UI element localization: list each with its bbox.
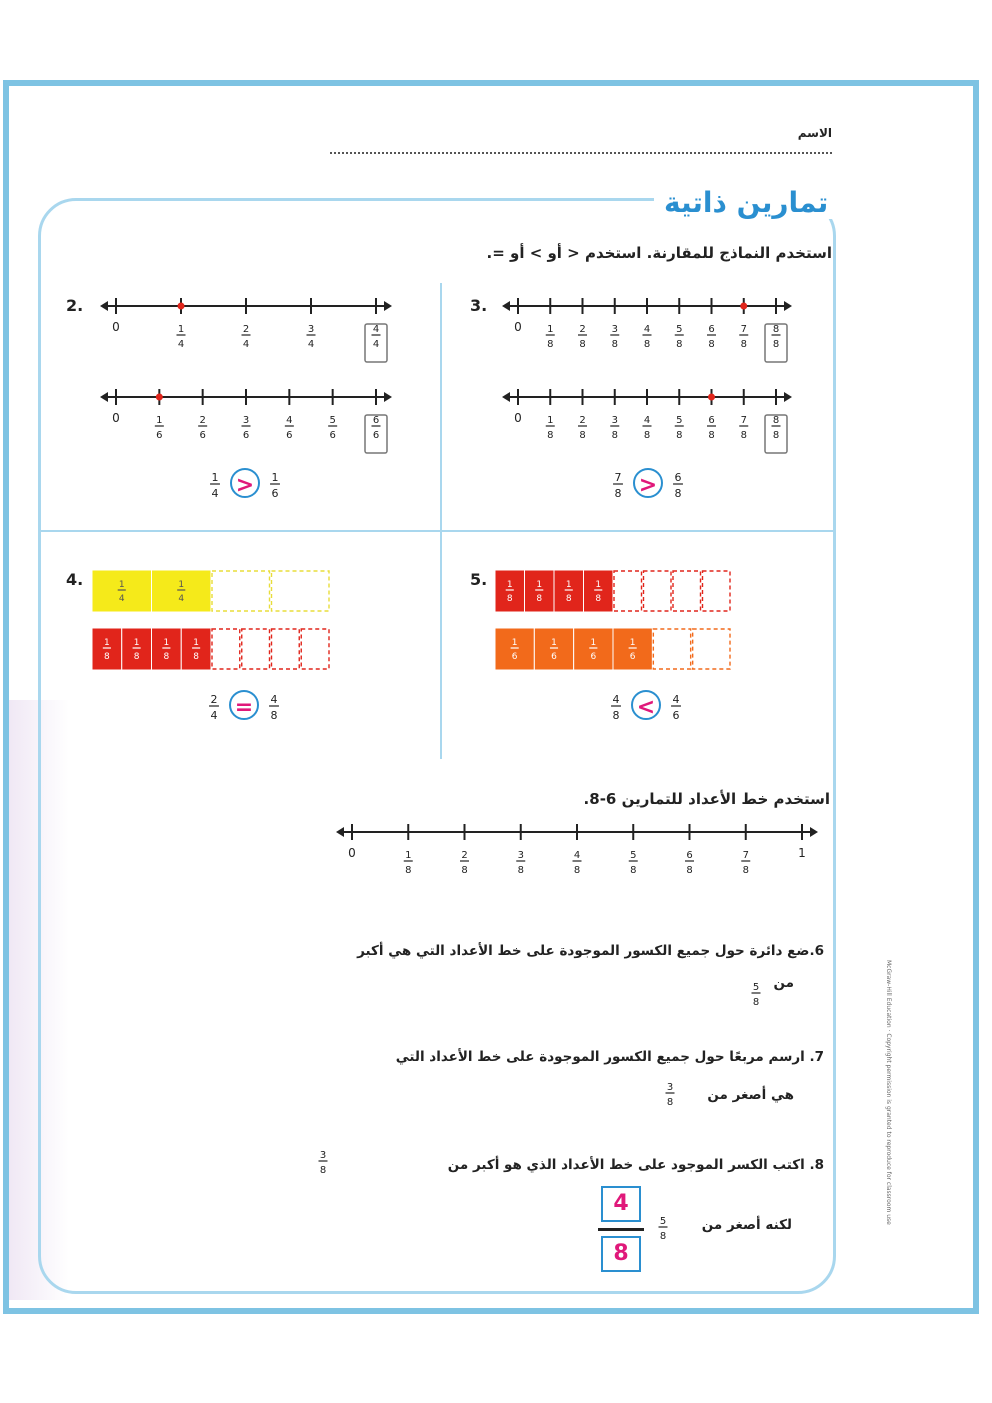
main-line-label-4-den: 8 [573, 865, 581, 876]
p4-bar-fourths-cell-0 [92, 570, 152, 612]
p2-line-fourths-label-3-num: 3 [307, 324, 315, 335]
p2-line-sixths-label-1-num: 1 [156, 415, 163, 426]
p2-line-fourths-label-1-num: 1 [177, 324, 185, 335]
p4-compare-right-den: 8 [270, 709, 278, 722]
question-6 [224, 940, 824, 962]
p4-bar-eighths-cell-3 [181, 628, 211, 670]
p4-bar-fourths-cell-label-0-den: 4 [118, 594, 125, 604]
p3-line-b-label-1-den: 8 [547, 430, 554, 441]
p5-bar-sixths-cell-label-2-num: 1 [590, 638, 597, 648]
problem-5-number: 5. [470, 570, 488, 589]
p5-bar-sixths-cell-4 [653, 629, 690, 669]
q6-frac-den: 8 [752, 997, 760, 1008]
q7-frac-den: 8 [666, 1097, 674, 1108]
problem-3-number: 3. [470, 296, 488, 315]
p3-line-a-label-4-num: 4 [643, 324, 651, 335]
p5-bar-eighths-cell-1 [525, 570, 555, 612]
p3-line-b-label-5-den: 8 [676, 430, 683, 441]
p3-line-b-label-2-num: 2 [579, 415, 586, 426]
p5-bar-sixths-cell-3 [613, 628, 652, 670]
p3-line-a-label-2-den: 8 [579, 339, 586, 350]
p2-line-fourths-label-1-den: 4 [177, 339, 185, 350]
question-6-number: 6. [809, 943, 824, 959]
p2-line-fourths-label-2-den: 4 [242, 339, 250, 350]
main-line-label-0: 0 [348, 846, 356, 860]
p3-line-b-label-4-num: 4 [643, 415, 651, 426]
p5-bar-sixths-cell-label-0-num: 1 [511, 638, 518, 648]
p3-line-a-label-3-den: 8 [611, 339, 618, 350]
p2-line-fourths-label-0: 0 [112, 320, 120, 334]
p2-line-sixths-label-2-den: 6 [199, 430, 206, 441]
p3-line-b-label-6-den: 8 [708, 430, 715, 441]
p5-compare-left-num: 4 [612, 693, 620, 706]
main-line-label-6-num: 6 [686, 850, 693, 861]
p4-compare-left-num: 2 [210, 693, 218, 706]
answer-fraction-bar [598, 1228, 644, 1231]
question-7 [264, 1046, 824, 1068]
p2-line-fourths-label-4-num: 4 [372, 324, 380, 335]
p4-bar-eighths-cell-6 [272, 629, 300, 669]
p5-bar-sixths-cell-1 [534, 628, 573, 670]
q7-frac-num: 3 [666, 1082, 674, 1093]
p3-line-a-label-6-num: 6 [708, 324, 715, 335]
question-8-number: 8. [809, 1157, 824, 1173]
p4-bar-eighths-cell-0 [92, 628, 122, 670]
p5-bar-sixths-cell-0 [495, 628, 534, 670]
p3-line-b-arrow-left [502, 392, 510, 402]
p5-bar-eighths-cell-7 [703, 571, 731, 611]
p2-line-sixths-label-1-den: 6 [156, 430, 163, 441]
page-title: تمارين ذاتية [664, 186, 829, 219]
p2-line-sixths-label-2-num: 2 [199, 415, 206, 426]
p4-bar-eighths-cell-label-1-num: 1 [133, 638, 140, 648]
question-7-text: ارسم مربعًا حول جميع الكسور الموجودة على خط الأعداد التي [395, 1049, 805, 1065]
p4-bar-eighths-cell-1 [122, 628, 152, 670]
p2-line-sixths-label-5-num: 5 [329, 415, 336, 426]
p3-line-b-label-3-den: 8 [611, 430, 618, 441]
p3-line-b-label-0: 0 [514, 411, 522, 425]
p5-bar-eighths-cell-label-0-num: 1 [506, 580, 513, 590]
p5-compare-left-den: 8 [612, 709, 620, 722]
p2-line-fourths-label-4-den: 4 [372, 339, 380, 350]
main-line-arrow-left [336, 827, 344, 837]
p5-bar-eighths-cell-label-3-num: 1 [595, 580, 602, 590]
p3-line-b-point [708, 394, 715, 401]
p3-line-b-label-2-den: 8 [579, 430, 586, 441]
p2-line-sixths-label-6-num: 6 [372, 415, 380, 426]
p5-compare-right-den: 6 [672, 709, 680, 722]
p3-line-b-label-8-den: 8 [772, 430, 780, 441]
main-line-label-3-num: 3 [517, 850, 524, 861]
p5-bar-eighths-cell-4 [614, 571, 642, 611]
p5-bar-eighths-cell-label-0-den: 8 [506, 594, 513, 604]
p3-line-a-point [740, 303, 747, 310]
p3-line-a-label-0: 0 [514, 320, 522, 334]
p5-bar-eighths-cell-6 [673, 571, 701, 611]
p2-line-sixths-label-4-den: 6 [286, 430, 293, 441]
p5-bar-sixths-cell-2 [574, 628, 613, 670]
main-line-label-6-den: 8 [686, 865, 693, 876]
question-8-line2 [702, 1214, 792, 1236]
p5-bar-eighths-cell-0 [495, 570, 525, 612]
p4-bar-fourths-cell-1 [152, 570, 212, 612]
p3-line-b-label-5-num: 5 [676, 415, 683, 426]
p3-line-b-label-4-den: 8 [643, 430, 651, 441]
main-line-label-2-num: 2 [461, 850, 468, 861]
p5-bar-sixths-cell-label-1-den: 6 [551, 652, 557, 662]
p5-bar-sixths-cell-label-0-den: 6 [511, 652, 518, 662]
p3-compare-left-num: 7 [614, 471, 622, 484]
p4-bar-fourths-cell-3 [272, 571, 330, 611]
p2-line-sixths-point [156, 394, 163, 401]
problem-4-number: 4. [66, 570, 84, 589]
question-6-line2 [773, 972, 794, 994]
question-8-text: اكتب الكسر الموجود على خط الأعداد الذي هو أكبر من [447, 1157, 805, 1173]
p2-compare-left-num: 1 [211, 471, 219, 484]
p5-bar-sixths-cell-5 [693, 629, 730, 669]
p4-bar-eighths-cell-7 [301, 629, 329, 669]
p3-line-a-label-7-den: 8 [740, 339, 747, 350]
p2-line-fourths-label-2-num: 2 [242, 324, 250, 335]
instruction-numberline: استخدم خط الأعداد للتمارين 6-8. [583, 790, 830, 808]
p4-bar-eighths-cell-label-2-den: 8 [163, 652, 170, 662]
p3-line-a-label-6-den: 8 [708, 339, 715, 350]
p3-line-b-label-7-den: 8 [740, 430, 747, 441]
main-line-label-8: 1 [798, 846, 806, 860]
p3-line-b-label-7-num: 7 [740, 415, 747, 426]
p2-compare-left-den: 4 [211, 487, 219, 500]
p2-line-sixths-label-6-den: 6 [372, 430, 380, 441]
q8-frac2-num: 5 [659, 1216, 667, 1227]
p4-bar-eighths-cell-2 [152, 628, 182, 670]
main-line-label-2-den: 8 [461, 865, 468, 876]
p3-compare-right-den: 8 [674, 487, 682, 500]
p3-line-a-label-3-num: 3 [611, 324, 618, 335]
p2-line-fourths-arrow-left [100, 301, 108, 311]
p3-line-a-label-5-num: 5 [676, 324, 683, 335]
p4-bar-fourths-cell-2 [212, 571, 270, 611]
question-7-line2 [707, 1084, 794, 1106]
p3-compare-symbol: > [638, 473, 658, 498]
p4-bar-eighths-cell-5 [242, 629, 270, 669]
main-line-arrow-right [810, 827, 818, 837]
q8-frac1-den: 8 [319, 1165, 327, 1176]
p5-compare-right-num: 4 [672, 693, 680, 706]
p5-bar-eighths-cell-5 [644, 571, 672, 611]
p5-bar-eighths-cell-label-1-num: 1 [536, 580, 543, 590]
p4-bar-fourths-cell-label-0-num: 1 [118, 580, 125, 590]
p3-line-a-label-5-den: 8 [676, 339, 683, 350]
p3-line-a-label-2-num: 2 [579, 324, 586, 335]
p2-line-fourths-label-3-den: 4 [307, 339, 315, 350]
p5-bar-sixths-cell-label-2-den: 6 [590, 652, 597, 662]
p3-line-b-label-6-num: 6 [708, 415, 715, 426]
p2-line-sixths-label-3-den: 6 [242, 430, 250, 441]
p2-compare-right-num: 1 [271, 471, 279, 484]
p4-compare-symbol: = [234, 695, 254, 720]
p3-line-a-label-1-den: 8 [547, 339, 554, 350]
p3-line-a-label-4-den: 8 [643, 339, 651, 350]
p2-line-sixths-label-0: 0 [112, 411, 120, 425]
answer-denominator-box[interactable]: 8 [601, 1236, 641, 1272]
main-line-label-1-num: 1 [405, 850, 412, 861]
p5-compare-symbol: < [636, 695, 656, 720]
p4-compare-right-num: 4 [270, 693, 278, 706]
p3-line-a-arrow-right [784, 301, 792, 311]
main-line-label-5-num: 5 [630, 850, 637, 861]
q6-frac-num: 5 [752, 982, 760, 993]
p4-compare-left-den: 4 [210, 709, 218, 722]
p5-bar-eighths-cell-3 [584, 570, 614, 612]
name-label: الاسم [797, 126, 832, 140]
p2-compare-symbol: > [235, 473, 255, 498]
p2-line-sixths-label-3-num: 3 [242, 415, 250, 426]
question-7-number: 7. [809, 1049, 824, 1065]
p3-line-a-label-7-num: 7 [740, 324, 747, 335]
p4-bar-fourths-cell-label-1-num: 1 [178, 580, 185, 590]
problem-2-number: 2. [66, 296, 84, 315]
main-line-label-5-den: 8 [630, 865, 637, 876]
p3-line-a-label-1-num: 1 [547, 324, 554, 335]
p3-line-a-label-8-den: 8 [772, 339, 780, 350]
p4-bar-eighths-cell-label-0-num: 1 [104, 638, 110, 648]
p2-compare-right-den: 6 [271, 487, 279, 500]
q8-frac2-den: 8 [659, 1231, 667, 1242]
question-8-text-2: لكنه أصغر من [701, 1217, 792, 1233]
main-line-label-1-den: 8 [405, 865, 412, 876]
q8-frac1-num: 3 [319, 1150, 327, 1161]
p4-bar-eighths-cell-label-2-num: 1 [163, 638, 170, 648]
p4-bar-eighths-cell-4 [212, 629, 240, 669]
p3-line-a-arrow-left [502, 301, 510, 311]
main-line-label-4-num: 4 [573, 850, 581, 861]
p4-bar-eighths-cell-label-1-den: 8 [133, 652, 140, 662]
main-line-label-3-den: 8 [517, 865, 524, 876]
p2-line-sixths-label-4-num: 4 [286, 415, 293, 426]
p3-line-b-arrow-right [784, 392, 792, 402]
p2-line-fourths-arrow-right [384, 301, 392, 311]
p3-line-b-label-3-num: 3 [611, 415, 618, 426]
p4-bar-eighths-cell-label-3-den: 8 [193, 652, 199, 662]
p4-bar-eighths-cell-label-3-num: 1 [193, 638, 199, 648]
question-7-text-2: هي أصغر من [707, 1087, 794, 1103]
answer-numerator-box[interactable]: 4 [601, 1186, 641, 1222]
p5-bar-sixths-cell-label-3-num: 1 [629, 638, 636, 648]
question-8 [448, 1154, 824, 1176]
p5-bar-eighths-cell-label-2-den: 8 [565, 594, 572, 604]
main-line-label-7-den: 8 [742, 865, 749, 876]
p2-line-sixths-arrow-left [100, 392, 108, 402]
p5-bar-eighths-cell-label-3-den: 8 [595, 594, 602, 604]
p3-compare-right-num: 6 [674, 471, 682, 484]
p3-line-b-label-1-num: 1 [547, 415, 554, 426]
p5-bar-eighths-cell-label-2-num: 1 [565, 580, 572, 590]
main-line-label-7-num: 7 [742, 850, 749, 861]
p3-compare-left-den: 8 [614, 487, 622, 500]
p2-line-fourths-point [178, 303, 185, 310]
question-6-text-2: من [773, 975, 794, 991]
p2-line-sixths-label-5-den: 6 [329, 430, 336, 441]
p3-line-a-label-8-num: 8 [772, 324, 780, 335]
p3-line-b-label-8-num: 8 [772, 415, 780, 426]
side-copyright-text: McGraw-Hill Education · Copyright permission is granted to reproduce for classroom use [885, 960, 892, 1225]
instruction-models: استخدم النماذج للمقارنة. استخدم < أو > أو =. [486, 244, 832, 262]
p5-bar-sixths-cell-label-3-den: 6 [629, 652, 636, 662]
p4-bar-fourths-cell-label-1-den: 4 [178, 594, 185, 604]
p4-bar-eighths-cell-label-0-den: 8 [104, 652, 110, 662]
p5-bar-eighths-cell-2 [554, 570, 584, 612]
p5-bar-sixths-cell-label-1-num: 1 [551, 638, 557, 648]
p2-line-sixths-arrow-right [384, 392, 392, 402]
question-6-text: ضع دائرة حول جميع الكسور الموجودة على خط الأعداد التي هي أكبر [357, 943, 810, 959]
p5-bar-eighths-cell-label-1-den: 8 [536, 594, 543, 604]
